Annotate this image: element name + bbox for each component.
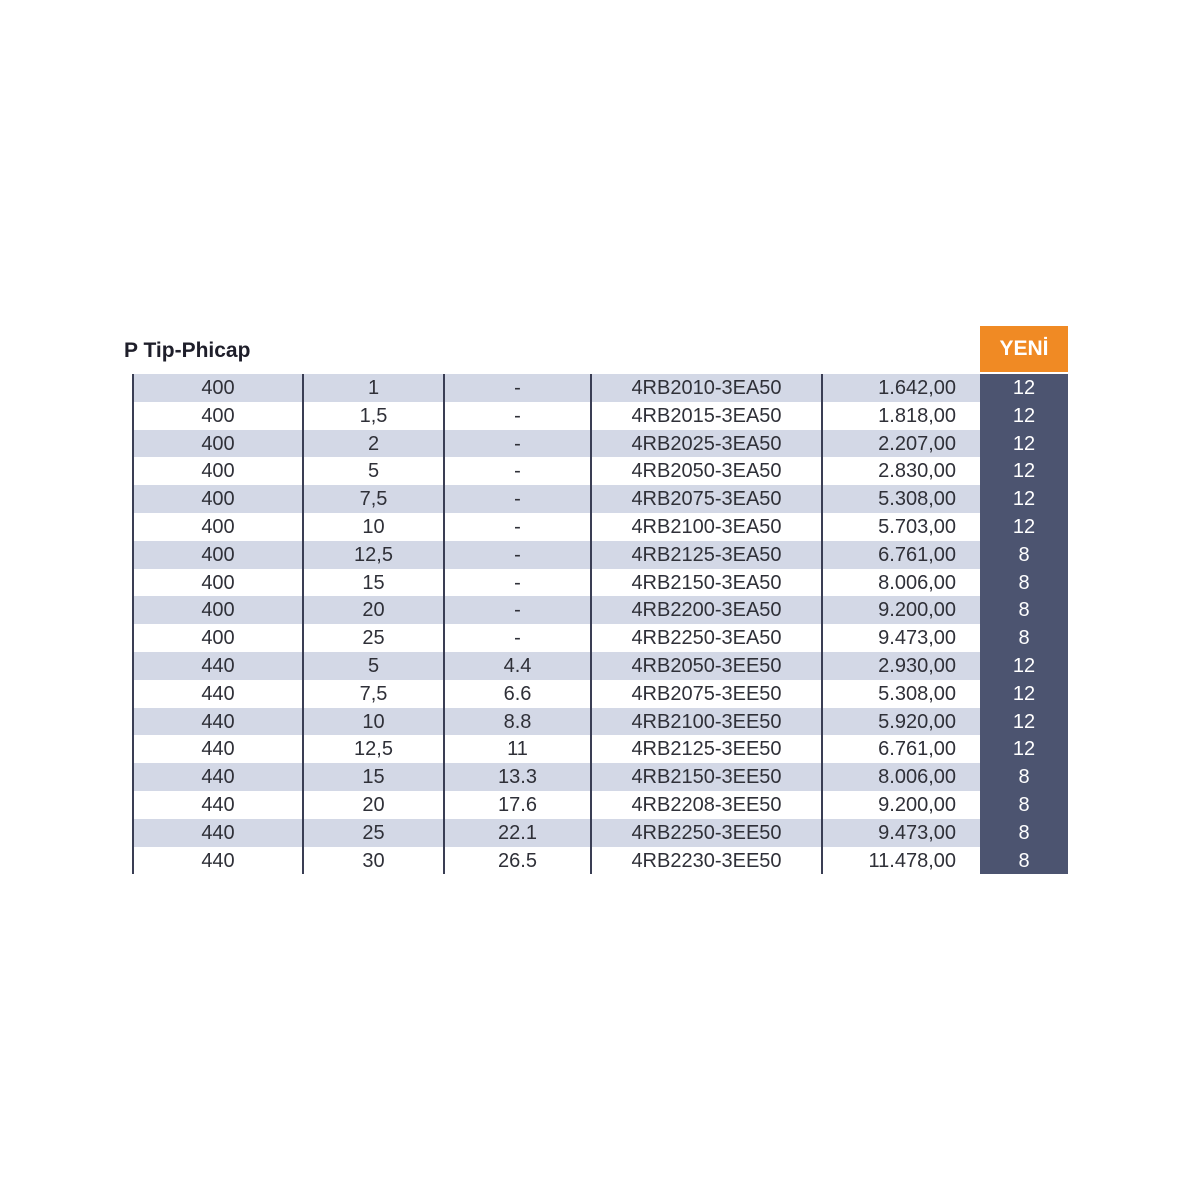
order-code-cell: 4RB2250-3EA50 [590, 624, 821, 652]
quantity-cell: 8 [980, 819, 1068, 847]
new-badge: YENİ [980, 326, 1068, 372]
power-cell: 1,5 [302, 402, 443, 430]
power-cell: 1 [302, 374, 443, 402]
value-cell: 17.6 [443, 791, 590, 819]
voltage-cell: 440 [132, 652, 302, 680]
voltage-cell: 400 [132, 402, 302, 430]
power-cell: 30 [302, 847, 443, 875]
voltage-cell: 400 [132, 513, 302, 541]
voltage-cell: 400 [132, 541, 302, 569]
order-code-cell: 4RB2075-3EA50 [590, 485, 821, 513]
price-cell: 9.200,00 [821, 791, 980, 819]
price-cell: 5.703,00 [821, 513, 980, 541]
order-code-cell: 4RB2050-3EE50 [590, 652, 821, 680]
table-row [132, 374, 1068, 402]
quantity-cell: 12 [980, 513, 1068, 541]
price-cell: 1.642,00 [821, 374, 980, 402]
power-cell: 10 [302, 513, 443, 541]
table-heading: P Tip-Phicap [124, 339, 251, 362]
value-cell: - [443, 485, 590, 513]
order-code-cell: 4RB2015-3EA50 [590, 402, 821, 430]
order-code-cell: 4RB2100-3EE50 [590, 708, 821, 736]
table-row [132, 735, 1068, 763]
voltage-cell: 440 [132, 763, 302, 791]
power-cell: 5 [302, 457, 443, 485]
price-cell: 5.308,00 [821, 485, 980, 513]
table-row [132, 569, 1068, 597]
voltage-cell: 400 [132, 569, 302, 597]
power-cell: 20 [302, 791, 443, 819]
voltage-cell: 400 [132, 596, 302, 624]
quantity-cell: 8 [980, 763, 1068, 791]
table-row [132, 791, 1068, 819]
value-cell: 13.3 [443, 763, 590, 791]
value-cell: 26.5 [443, 847, 590, 875]
value-cell: 6.6 [443, 680, 590, 708]
quantity-cell: 8 [980, 624, 1068, 652]
order-code-cell: 4RB2100-3EA50 [590, 513, 821, 541]
value-cell: - [443, 513, 590, 541]
table-row [132, 402, 1068, 430]
order-code-cell: 4RB2010-3EA50 [590, 374, 821, 402]
value-cell: - [443, 569, 590, 597]
power-cell: 25 [302, 624, 443, 652]
value-cell: 11 [443, 735, 590, 763]
value-cell: - [443, 596, 590, 624]
quantity-cell: 8 [980, 847, 1068, 875]
table-row [132, 457, 1068, 485]
value-cell: - [443, 624, 590, 652]
table-row [132, 430, 1068, 458]
voltage-cell: 440 [132, 847, 302, 875]
voltage-cell: 440 [132, 735, 302, 763]
price-cell: 6.761,00 [821, 735, 980, 763]
power-cell: 12,5 [302, 541, 443, 569]
power-cell: 7,5 [302, 680, 443, 708]
power-cell: 15 [302, 569, 443, 597]
order-code-cell: 4RB2250-3EE50 [590, 819, 821, 847]
quantity-cell: 12 [980, 708, 1068, 736]
quantity-cell: 8 [980, 569, 1068, 597]
price-cell: 1.818,00 [821, 402, 980, 430]
price-cell: 8.006,00 [821, 569, 980, 597]
table-row [132, 652, 1068, 680]
power-cell: 2 [302, 430, 443, 458]
order-code-cell: 4RB2025-3EA50 [590, 430, 821, 458]
order-code-cell: 4RB2075-3EE50 [590, 680, 821, 708]
table-row [132, 513, 1068, 541]
voltage-cell: 440 [132, 680, 302, 708]
order-code-cell: 4RB2050-3EA50 [590, 457, 821, 485]
table-row [132, 847, 1068, 875]
value-cell: - [443, 457, 590, 485]
power-cell: 20 [302, 596, 443, 624]
quantity-cell: 12 [980, 652, 1068, 680]
voltage-cell: 400 [132, 624, 302, 652]
table-row [132, 485, 1068, 513]
price-cell: 9.200,00 [821, 596, 980, 624]
value-cell: 22.1 [443, 819, 590, 847]
price-cell: 9.473,00 [821, 624, 980, 652]
power-cell: 15 [302, 763, 443, 791]
voltage-cell: 440 [132, 819, 302, 847]
quantity-cell: 12 [980, 457, 1068, 485]
price-cell: 11.478,00 [821, 847, 980, 875]
power-cell: 10 [302, 708, 443, 736]
price-cell: 5.920,00 [821, 708, 980, 736]
price-cell: 6.761,00 [821, 541, 980, 569]
order-code-cell: 4RB2150-3EA50 [590, 569, 821, 597]
power-cell: 12,5 [302, 735, 443, 763]
order-code-cell: 4RB2200-3EA50 [590, 596, 821, 624]
quantity-cell: 12 [980, 430, 1068, 458]
power-cell: 5 [302, 652, 443, 680]
voltage-cell: 400 [132, 485, 302, 513]
quantity-cell: 12 [980, 485, 1068, 513]
table-row [132, 596, 1068, 624]
voltage-cell: 440 [132, 708, 302, 736]
quantity-cell: 12 [980, 735, 1068, 763]
order-code-cell: 4RB2125-3EE50 [590, 735, 821, 763]
price-cell: 2.930,00 [821, 652, 980, 680]
voltage-cell: 400 [132, 430, 302, 458]
value-cell: - [443, 402, 590, 430]
price-cell: 2.830,00 [821, 457, 980, 485]
quantity-cell: 8 [980, 596, 1068, 624]
value-cell: - [443, 430, 590, 458]
quantity-cell: 12 [980, 402, 1068, 430]
price-cell: 9.473,00 [821, 819, 980, 847]
price-cell: 2.207,00 [821, 430, 980, 458]
quantity-cell: 12 [980, 680, 1068, 708]
quantity-cell: 12 [980, 374, 1068, 402]
value-cell: 4.4 [443, 652, 590, 680]
table-row [132, 680, 1068, 708]
table-row [132, 541, 1068, 569]
value-cell: 8.8 [443, 708, 590, 736]
quantity-cell: 8 [980, 541, 1068, 569]
voltage-cell: 440 [132, 791, 302, 819]
order-code-cell: 4RB2125-3EA50 [590, 541, 821, 569]
power-cell: 25 [302, 819, 443, 847]
price-cell: 8.006,00 [821, 763, 980, 791]
product-table [132, 374, 1068, 874]
value-cell: - [443, 541, 590, 569]
order-code-cell: 4RB2230-3EE50 [590, 847, 821, 875]
table-row [132, 819, 1068, 847]
voltage-cell: 400 [132, 374, 302, 402]
table-row [132, 624, 1068, 652]
value-cell: - [443, 374, 590, 402]
price-cell: 5.308,00 [821, 680, 980, 708]
table-row [132, 708, 1068, 736]
order-code-cell: 4RB2150-3EE50 [590, 763, 821, 791]
voltage-cell: 400 [132, 457, 302, 485]
quantity-cell: 8 [980, 791, 1068, 819]
order-code-cell: 4RB2208-3EE50 [590, 791, 821, 819]
power-cell: 7,5 [302, 485, 443, 513]
table-row [132, 763, 1068, 791]
